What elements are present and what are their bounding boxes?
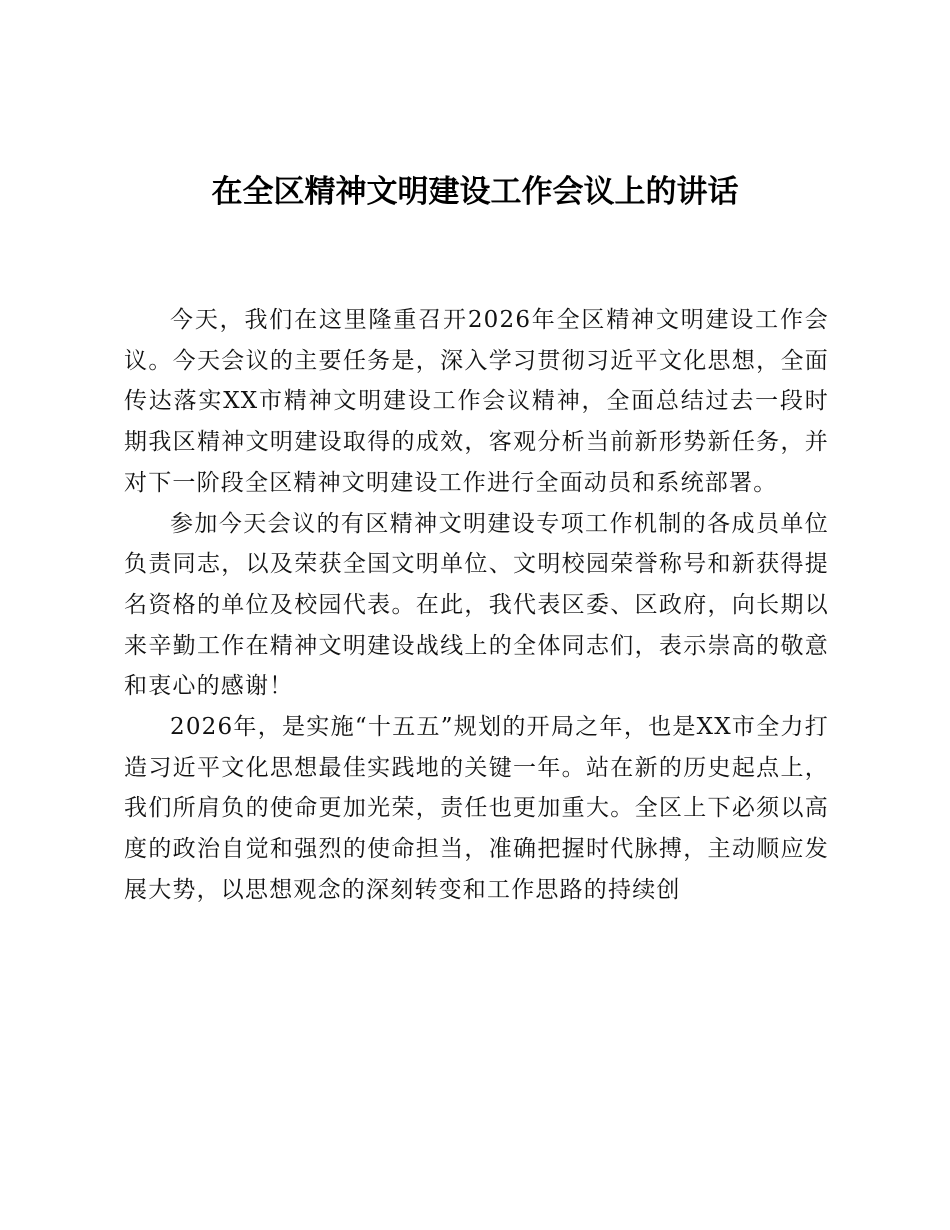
document-title: 在全区精神文明建设工作会议上的讲话 xyxy=(211,174,739,210)
paragraph-2: 参加今天会议的有区精神文明建设专项工作机制的各成员单位负责同志，以及荣获全国文明单位、文明校园荣誉称号和新获得提名资格的单位及校园代表。在此，我代表区委、区政府，向长期以来辛勤工作在精神文明建设战线上的全体同志们，表示崇高的敬意和衷心的感谢！ xyxy=(124,510,829,700)
document-body xyxy=(124,300,829,911)
paragraph-1: 今天，我们在这里隆重召开2026年全区精神文明建设工作会议。今天会议的主要任务是，深入学习贯彻习近平文化思想，全面传达落实XX市精神文明建设工作会议精神，全面总结过去一段时期我区精神文明建设取得的成效，客观分析当前新形势新任务，并对下一阶段全区精神文明建设工作进行全面动员和系统部署。 xyxy=(124,307,829,496)
paragraph-3: 2026年，是实施“十五五”规划的开局之年，也是XX市全力打造习近平文化思想最佳实践地的关键一年。站在新的历史起点上，我们所肩负的使命更加光荣，责任也更加重大。全区上下必须以高度的政治自觉和强烈的使命担当，准确把握时代脉搏，主动顺应发展大势，以思想观念的深刻转变和工作思路的持续创 xyxy=(124,714,829,903)
